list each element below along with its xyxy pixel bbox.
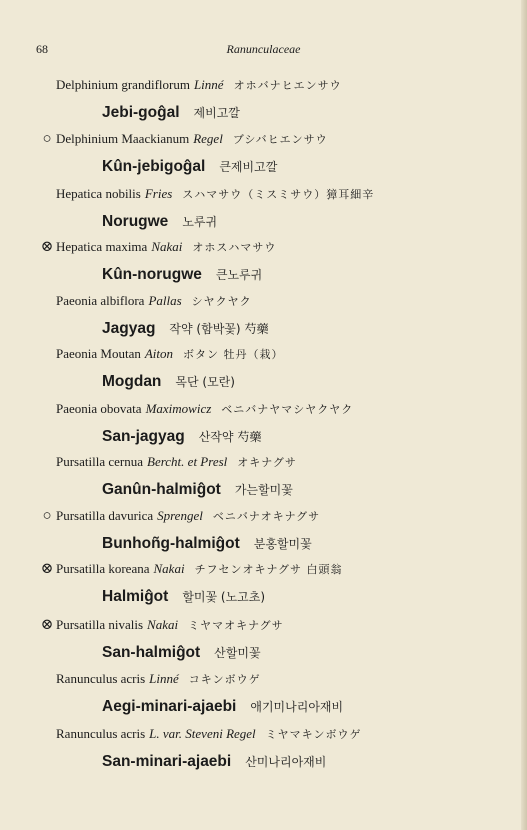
korean-hangul: 제비고깔 [193,106,240,120]
page-header [0,42,527,60]
korean-name-line [102,696,347,718]
korean-name-line [102,642,265,664]
status-mark: ⊗ [40,617,54,633]
korean-hangul: 목단 (모란) [175,375,235,389]
species-name: Ranunculus acris [56,726,146,741]
korean-name-line [102,426,262,448]
korean-romanized: Kûn-jebigoĝal [102,158,206,175]
japanese-name: スハマサウ（ミスミサウ）獐耳細辛 [182,188,375,201]
scientific-name-line [38,616,284,635]
japanese-name: オホバナヒエンサウ [233,79,342,92]
korean-hangul: 노루귀 [182,215,218,229]
author: L. var. Steveni Regel [149,726,256,741]
author: Aiton [144,346,174,361]
author: Maximowicz [145,401,212,416]
japanese-name: ボタン 牡丹（栽） [183,348,284,361]
scientific-name-line [38,76,342,95]
korean-hangul: 큰제비고깔 [219,160,278,174]
korean-name-line [102,102,244,124]
korean-name-line [102,371,239,393]
scientific-name-line [38,400,353,419]
japanese-name: ベニバナヤマシヤクヤク [221,403,354,416]
korean-romanized: Bunhoñg-halmiĝot [102,535,240,552]
scientific-name-line [38,345,284,364]
chinese-name: 芍藥 [237,430,262,444]
author: Nakai [153,561,185,576]
species-name: Pursatilla cernua [56,454,143,469]
scientific-name-line [38,507,320,526]
scientific-name-line [38,453,297,472]
species-name: Delphinium Maackianum [56,131,190,146]
scientific-name-line [38,725,362,744]
author: Bercht. et Presl [147,454,228,469]
species-name: Hepatica maxima [56,239,148,254]
species-name: Delphinium grandiflorum [56,77,190,92]
japanese-name: オホスハマサウ [192,241,277,254]
japanese-name: ミヤマキンボウゲ [265,728,362,741]
korean-romanized: Jagyag [102,320,156,337]
korean-hangul: 가는할미꽃 [234,483,293,497]
status-mark: ○ [42,508,52,524]
species-name: Paeonia Moutan [56,346,141,361]
korean-romanized: Mogdan [102,373,162,390]
scientific-name-line [38,238,276,257]
page-edge-shadow [521,0,527,830]
korean-hangul: 산미나리아재비 [245,755,327,769]
chinese-name: 芍藥 [244,322,269,336]
korean-hangul: 산할미꽃 [214,646,261,660]
author: Regel [193,131,223,146]
japanese-name: ブシバヒエンサウ [232,133,328,146]
korean-romanized: San-halmiĝot [102,644,201,661]
author: Pallas [148,293,182,308]
korean-hangul: 분홍할미꽃 [253,537,312,551]
scientific-name-line [38,185,374,204]
author: Nakai [147,617,179,632]
scientific-name-line [38,292,252,311]
status-mark: ⊗ [40,239,54,255]
species-name: Ranunculus acris [56,671,146,686]
scientific-name-line [38,560,343,579]
species-name: Paeonia albiflora [56,293,145,308]
japanese-name: シヤクヤク [191,295,252,308]
status-mark: ⊗ [40,561,54,577]
korean-name-line [102,586,269,608]
korean-name-line [102,156,281,178]
species-name: Paeonia obovata [56,401,142,416]
korean-hangul: 애기미나리아재비 [250,700,344,714]
author: Fries [144,186,173,201]
korean-romanized: San-minari-ajaebi [102,753,232,770]
korean-hangul: 큰노루귀 [215,268,263,282]
japanese-name: コキンボウゲ [188,673,261,686]
korean-name-line [102,318,269,340]
korean-name-line [102,479,297,501]
korean-romanized: Aegi-minari-ajaebi [102,698,237,715]
korean-romanized: Jebi-goĝal [102,104,180,121]
scientific-name-line [38,670,261,689]
page-number: 68 [36,42,48,56]
japanese-name: チフセンオキナグサ 白頭翁 [194,563,343,576]
korean-name-line [102,264,266,286]
korean-hangul: 할미꽃 (노고초) [182,590,266,604]
author: Linné [149,671,179,686]
author: Sprengel [157,508,203,523]
korean-romanized: Halmiĝot [102,588,169,605]
species-name: Pursatilla davurica [56,508,154,523]
species-name: Hepatica nobilis [56,186,141,201]
japanese-name: ミヤマオキナグサ [188,619,284,632]
korean-hangul: 작약 (함박꽃) [169,322,241,336]
author: Linné [193,77,224,92]
japanese-name: オキナグサ [237,456,297,469]
scientific-name-line [38,130,328,149]
korean-romanized: Kûn-norugwe [102,266,202,283]
korean-romanized: Ganûn-halmiĝot [102,481,221,498]
korean-hangul: 산작약 [198,430,234,444]
status-mark: ○ [42,131,52,147]
species-name: Pursatilla koreana [56,561,150,576]
korean-name-line [102,751,330,773]
korean-romanized: San-jagyag [102,428,185,445]
running-title: Ranunculaceae [226,42,301,56]
korean-romanized: Norugwe [102,213,169,230]
korean-name-line [102,211,221,233]
japanese-name: ベニバナオキナグサ [212,510,321,523]
author: Nakai [151,239,183,254]
korean-name-line [102,533,316,555]
species-name: Pursatilla nivalis [56,617,144,632]
